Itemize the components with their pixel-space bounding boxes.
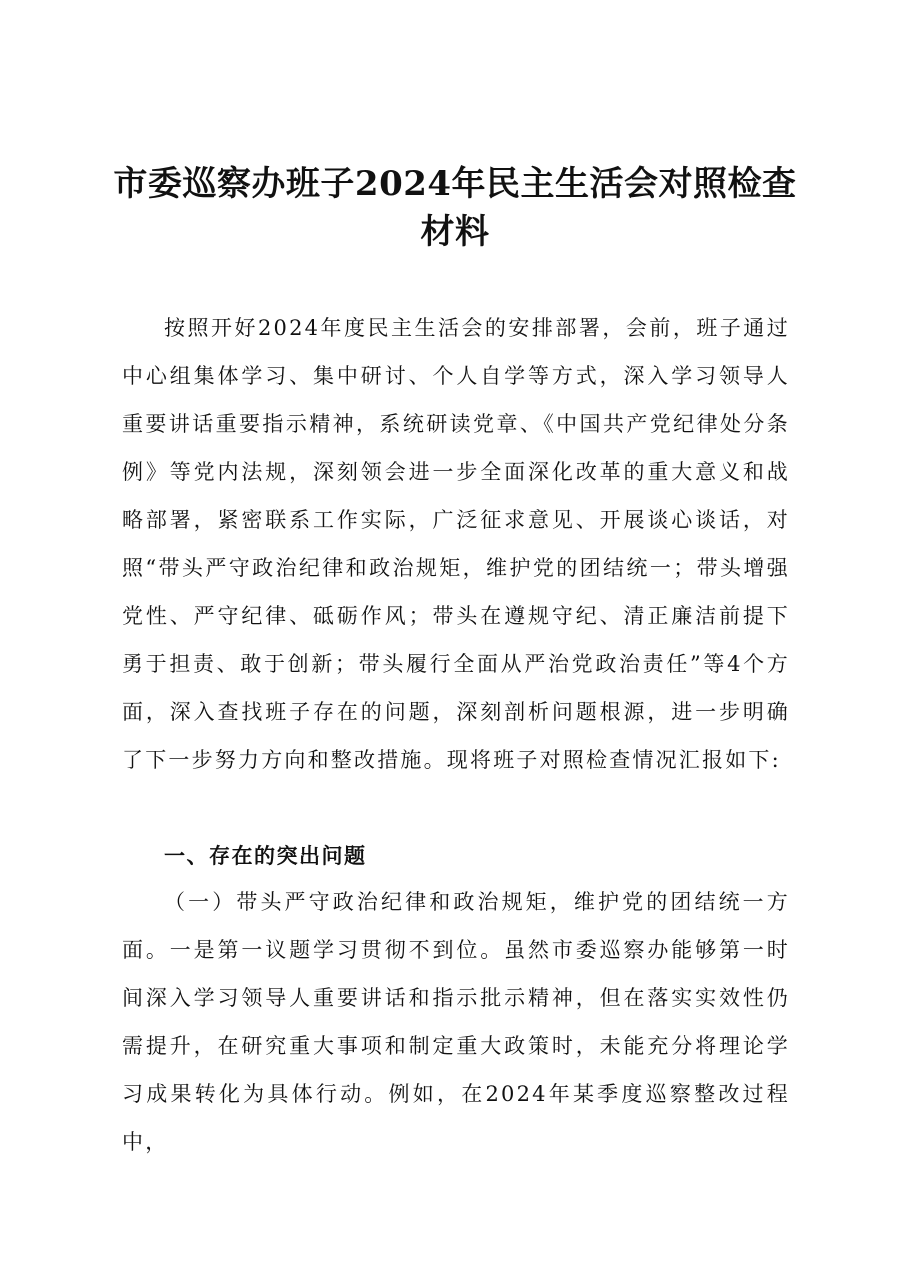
document-title: 市委巡察办班子2024年民主生活会对照检查材料 (113, 164, 797, 252)
section-heading: 一、存在的突出问题 (164, 844, 367, 868)
subsection-paragraph: （一）带头严守政治纪律和政治规矩，维护党的团结统一方面。一是第一议题学习贯彻不到位。虽然市委巡察办能够第一时间深入学习领导人重要讲话和指示批示精神，但在落实实效性仍需提升，在研究重大事项和制定重大政策时，未能充分将理论学习成果转化为具体行动。例如，在2024年某季度巡察整改过程中， (122, 890, 790, 1154)
intro-paragraph: 按照开好2024年度民主生活会的安排部署，会前，班子通过中心组集体学习、集中研讨、个人自学等方式，深入学习领导人重要讲话重要指示精神，系统研读党章、《中国共产党纪律处分条例》等党内法规，深刻领会进一步全面深化改革的重大意义和战略部署，紧密联系工作实际，广泛征求意见、开展谈心谈话，对照“带头严守政治纪律和政治规矩，维护党的团结统一；带头增强党性、严守纪律、砥砺作风；带头在遵规守纪、清正廉洁前提下勇于担责、敢于创新；带头履行全面从严治党政治责任”等4个方面，深入查找班子存在的问题，深刻剖析问题根源，进一步明确了下一步努力方向和整改措施。现将班子对照检查情况汇报如下: (122, 316, 790, 772)
